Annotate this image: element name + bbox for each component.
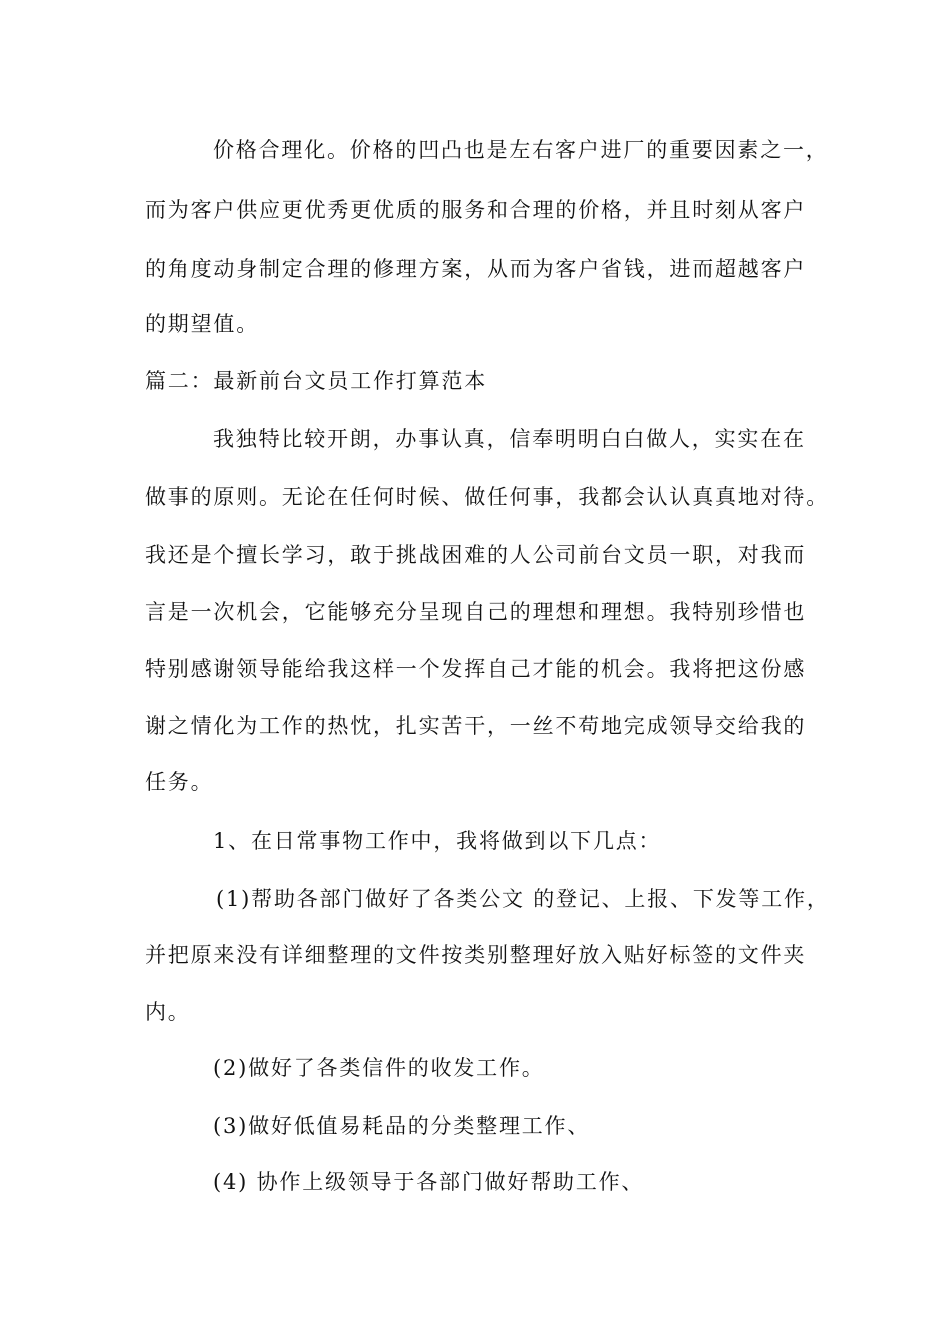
item4-line: (4) 协作上级领导于各部门做好帮助工作、 (213, 1170, 645, 1194)
item3-line: (3)做好低值易耗品的分类整理工作、 (213, 1114, 591, 1138)
para2-line-7: 任务。 (145, 770, 214, 794)
section-title: 篇二：最新前台文员工作打算范本 (145, 369, 487, 393)
para2-line-2: 做事的原则。无论在任何时候、做任何事，我都会认认真真地对待。 (145, 485, 829, 509)
item-heading: 1、在日常事物工作中，我将做到以下几点： (213, 829, 662, 853)
item1-line-1: (1)帮助各部门做好了各类公文 的登记、上报、下发等工作， (216, 887, 830, 911)
item1-line-3: 内。 (145, 1000, 191, 1024)
para2-line-6: 谢之情化为工作的热忱，扎实苦干，一丝不苟地完成领导交给我的 (145, 714, 807, 738)
para1-line-3: 的角度动身制定合理的修理方案，从而为客户省钱，进而超越客户 (145, 257, 807, 281)
para2-line-1: 我独特比较开朗，办事认真，信奉明明白白做人，实实在在 (213, 427, 806, 451)
para2-line-5: 特别感谢领导能给我这样一个发挥自己才能的机会。我将把这份感 (145, 657, 807, 681)
para1-line-2: 而为客户供应更优秀更优质的服务和合理的价格，并且时刻从客户 (145, 198, 807, 222)
para2-line-4: 言是一次机会，它能够充分呈现自己的理想和理想。我特别珍惜也 (145, 600, 807, 624)
para1-line-1: 价格合理化。价格的凹凸也是左右客户进厂的重要因素之一， (213, 138, 829, 162)
para2-line-3: 我还是个擅长学习，敢于挑战困难的人公司前台文员一职，对我而 (145, 543, 807, 567)
item2-line: (2)做好了各类信件的收发工作。 (213, 1056, 545, 1080)
item1-line-2: 并把原来没有详细整理的文件按类别整理好放入贴好标签的文件夹 (145, 943, 807, 967)
para1-line-4: 的期望值。 (145, 312, 259, 336)
